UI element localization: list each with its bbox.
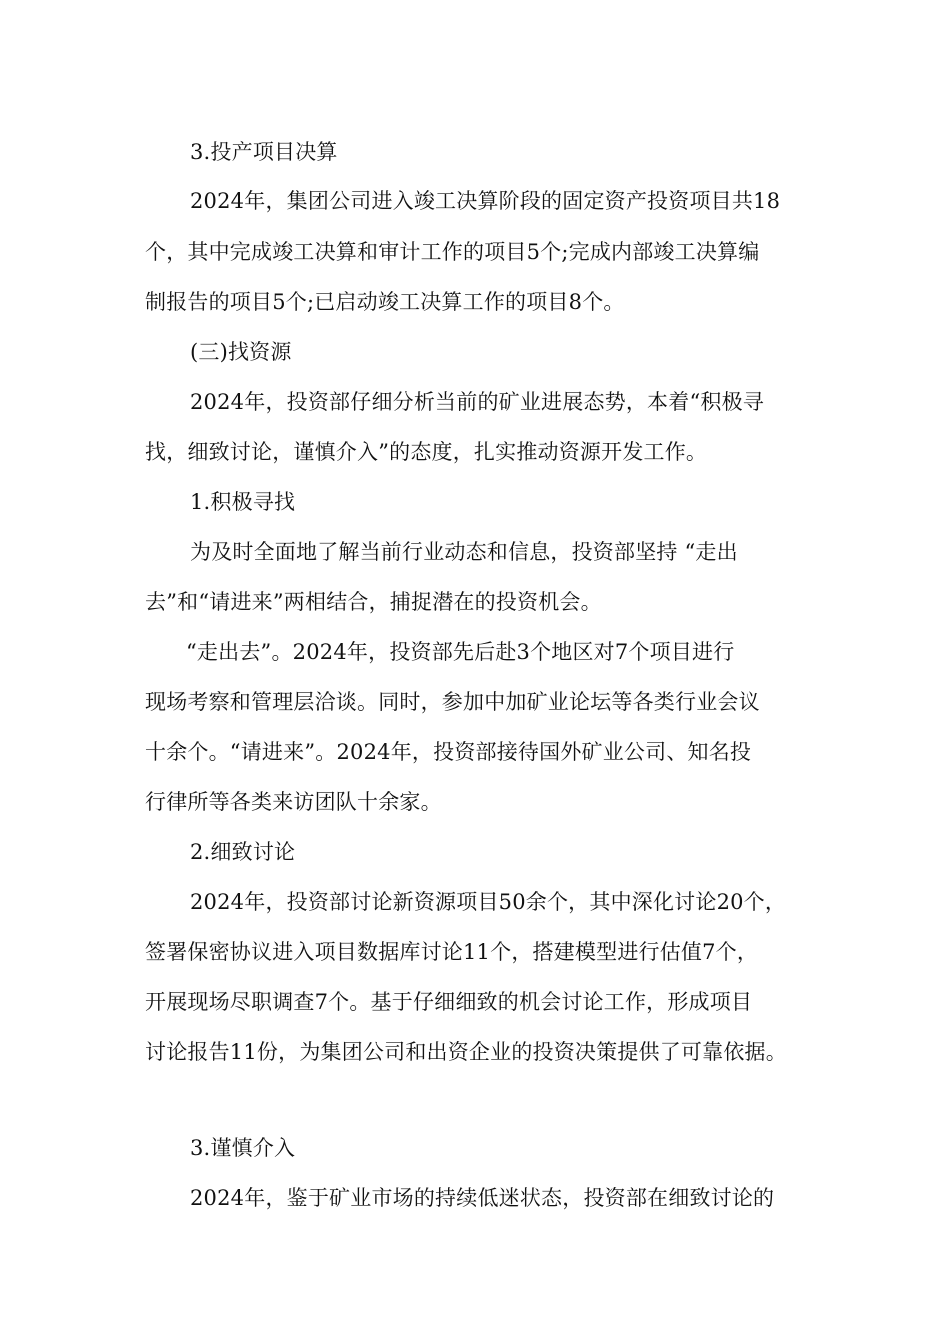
paragraph-line: 十余个。“请进来”。2024年，投资部接待国外矿业公司、知名投 <box>145 740 752 764</box>
paragraph-line: 开展现场尽职调查7个。基于仔细细致的机会讨论工作，形成项目 <box>145 990 753 1014</box>
paragraph-line: 签署保密协议进入项目数据库讨论11个，搭建模型进行估值7个， <box>145 940 759 964</box>
paragraph-line: 个，其中完成竣工决算和审计工作的项目5个;完成内部竣工决算编 <box>145 240 760 264</box>
heading-cautious-entry: 3.谨慎介入 <box>190 1136 296 1160</box>
paragraph-line: 为及时全面地了解当前行业动态和信息，投资部坚持 “走出 <box>190 540 738 564</box>
section-heading-find-resources: (三)找资源 <box>190 340 292 364</box>
heading-active-search: 1.积极寻找 <box>190 490 296 514</box>
paragraph-line: 去”和“请进来”两相结合，捕捉潜在的投资机会。 <box>145 590 602 614</box>
paragraph-line: 2024年，鉴于矿业市场的持续低迷状态，投资部在细致讨论的 <box>190 1186 775 1210</box>
paragraph-line: 现场考察和管理层洽谈。同时，参加中加矿业论坛等各类行业会议 <box>145 690 760 714</box>
paragraph-line: 2024年，集团公司进入竣工决算阶段的固定资产投资项目共18 <box>190 189 781 213</box>
paragraph-line: 行律所等各类来访团队十余家。 <box>145 790 442 814</box>
paragraph-line: 找，细致讨论，谨慎介入”的态度，扎实推动资源开发工作。 <box>145 440 708 464</box>
paragraph-line: 讨论报告11份，为集团公司和出资企业的投资决策提供了可靠依据。 <box>145 1040 787 1064</box>
heading-project-settlement: 3.投产项目决算 <box>190 140 338 164</box>
paragraph-line: “走出去”。2024年，投资部先后赴3个地区对7个项目进行 <box>186 640 735 664</box>
paragraph-line: 2024年，投资部讨论新资源项目50余个，其中深化讨论20个， <box>190 890 787 914</box>
heading-detailed-discussion: 2.细致讨论 <box>190 840 296 864</box>
paragraph-line: 2024年，投资部仔细分析当前的矿业进展态势，本着“积极寻 <box>190 390 764 414</box>
paragraph-line: 制报告的项目5个;已启动竣工决算工作的项目8个。 <box>145 290 625 314</box>
